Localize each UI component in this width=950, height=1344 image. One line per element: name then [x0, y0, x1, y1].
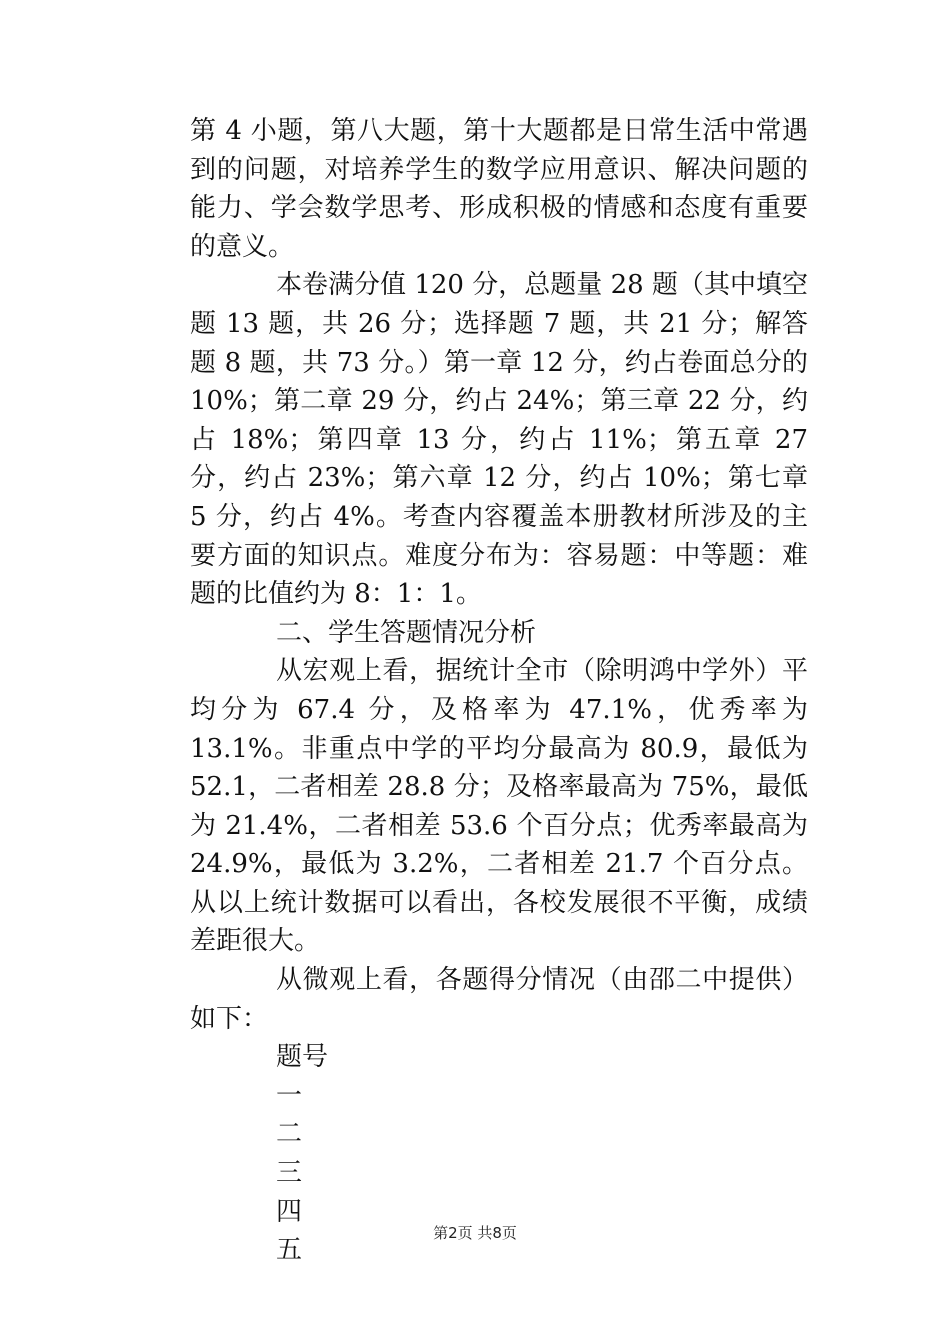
list-item: 三: [276, 1158, 303, 1189]
list-item: 四: [276, 1196, 303, 1227]
paragraph-question-context: 第 4 小题，第八大题，第十大题都是日常生活中常遇到的问题，对培养学生的数学应用意识、解决问题的能力、学会数学思考、形成积极的情感和态度有重要的意义。: [190, 116, 808, 262]
paragraph-micro-analysis: 从微观上看，各题得分情况（由邵二中提供）如下：: [190, 965, 808, 1034]
list-item: 一: [276, 1080, 303, 1111]
section-heading-answer-analysis: 二、学生答题情况分析: [276, 617, 537, 648]
list-item: 五: [276, 1235, 303, 1266]
page-footer: 第2页 共8页: [433, 1224, 517, 1242]
paragraph-macro-analysis: 从宏观上看，据统计全市（除明鸿中学外）平均分为 67.4 分，及格率为 47.1%，优秀率为 13.1%。非重点中学的平均分最高为 80.9，最低为 52.1，二者相差 28.8 分；及格率最高为 75%，最低为 21.4%，二者相差 53.6 个百分点；优秀率最高为 24.9%，最低为 3.2%，二者相差 21.7 个百分点。从以上统计数据可以看出，各校发展很不平衡，成绩差距很大。: [190, 656, 808, 957]
list-item-header: 题号: [276, 1042, 329, 1073]
paragraph-score-distribution: 本卷满分值 120 分，总题量 28 题（其中填空题 13 题，共 26 分；选择题 7 题，共 21 分；解答题 8 题，共 73 分。）第一章 12 分，约占卷面总分的 10%；第二章 29 分，约占 24%；第三章 22 分，约占 18%；第四章 13 分，约占 11%；第五章 27 分，约占 23%；第六章 12 分，约占 10%；第七章 5 分，约占 4%。考查内容覆盖本册教材所涉及的主要方面的知识点。难度分布为：容易题：中等题：难题的比值约为 8：1：1。: [190, 270, 808, 610]
document-body: [190, 112, 808, 1270]
list-item: 二: [276, 1119, 303, 1150]
